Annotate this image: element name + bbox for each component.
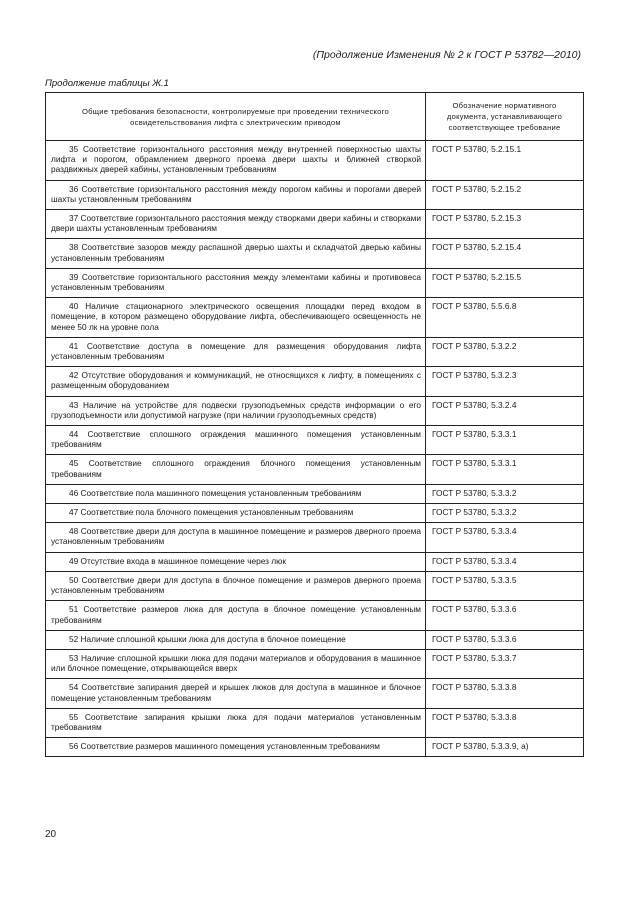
table-row	[46, 210, 584, 239]
table-row	[46, 141, 584, 181]
requirement-cell: 40 Наличие стационарного электрического освещения площадки перед входом в помещение, в котором размещено оборудование лифта, обеспечивающего освещенность не менее 50 лк на уровне пола	[46, 298, 426, 338]
requirement-cell: 46 Соответствие пола машинного помещения установленным требованиям	[46, 484, 426, 503]
requirement-cell: 56 Соответствие размеров машинного помещения установленным требованиям	[46, 738, 426, 757]
table-row	[46, 504, 584, 523]
requirement-cell: 47 Соответствие пола блочного помещения установленным требованиям	[46, 504, 426, 523]
reference-cell: ГОСТ Р 53780, 5.3.2.3	[426, 367, 584, 396]
table-row	[46, 396, 584, 425]
table-row	[46, 337, 584, 366]
requirement-cell: 48 Соответствие двери для доступа в машинное помещение и размеров дверного проема установленным требованиям	[46, 523, 426, 552]
requirement-cell: 41 Соответствие доступа в помещение для размещения оборудования лифта установленным требованиям	[46, 337, 426, 366]
reference-cell: ГОСТ Р 53780, 5.3.3.6	[426, 630, 584, 649]
table-row	[46, 268, 584, 297]
requirement-cell: 55 Соответствие запирания крышки люка для подачи материалов установленным требованиям	[46, 708, 426, 737]
table-row	[46, 298, 584, 338]
table-row	[46, 738, 584, 757]
page-number: 20	[45, 829, 57, 840]
requirements-table	[45, 92, 584, 757]
table-row	[46, 426, 584, 455]
requirement-cell: 39 Соответствие горизонтального расстояния между элементами кабины и противовеса установленным требованиям	[46, 268, 426, 297]
reference-cell: ГОСТ Р 53780, 5.3.3.1	[426, 426, 584, 455]
reference-cell: ГОСТ Р 53780, 5.3.2.2	[426, 337, 584, 366]
requirement-cell: 36 Соответствие горизонтального расстояния между порогом кабины и порогами дверей шахты установленным требованиям	[46, 180, 426, 209]
table-row	[46, 630, 584, 649]
reference-cell: ГОСТ Р 53780, 5.2.15.3	[426, 210, 584, 239]
reference-cell: ГОСТ Р 53780, 5.2.15.5	[426, 268, 584, 297]
reference-cell: ГОСТ Р 53780, 5.3.3.1	[426, 455, 584, 484]
table-row	[46, 484, 584, 503]
table-row	[46, 239, 584, 268]
requirement-cell: 54 Соответствие запирания дверей и крышек люков для доступа в машинное и блочное помещение установленным требованиям	[46, 679, 426, 708]
table-row	[46, 552, 584, 571]
table-row	[46, 523, 584, 552]
column-header-requirements: Общие требования безопасности, контролируемые при проведении технического освидетельствования лифта с электрическим приводом	[46, 93, 426, 141]
requirement-cell: 43 Наличие на устройстве для подвески грузоподъемных средств информации о его грузоподъемности или допустимой нагрузке (при наличии грузоподъемных средств)	[46, 396, 426, 425]
table-row	[46, 708, 584, 737]
reference-cell: ГОСТ Р 53780, 5.3.3.6	[426, 601, 584, 630]
requirement-cell: 52 Наличие сплошной крышки люка для доступа в блочное помещение	[46, 630, 426, 649]
requirement-cell: 49 Отсутствие входа в машинное помещение через люк	[46, 552, 426, 571]
reference-cell: ГОСТ Р 53780, 5.3.3.9, а)	[426, 738, 584, 757]
reference-cell: ГОСТ Р 53780, 5.3.3.4	[426, 552, 584, 571]
reference-cell: ГОСТ Р 53780, 5.2.15.2	[426, 180, 584, 209]
reference-cell: ГОСТ Р 53780, 5.3.3.8	[426, 708, 584, 737]
table-row	[46, 180, 584, 209]
reference-cell: ГОСТ Р 53780, 5.3.3.2	[426, 484, 584, 503]
table-row	[46, 367, 584, 396]
requirement-cell: 45 Соответствие сплошного ограждения блочного помещения установленным требованиям	[46, 455, 426, 484]
reference-cell: ГОСТ Р 53780, 5.3.3.7	[426, 649, 584, 678]
reference-cell: ГОСТ Р 53780, 5.3.3.5	[426, 571, 584, 600]
requirement-cell: 50 Соответствие двери для доступа в блочное помещение и размеров дверного проема установленным требованиям	[46, 571, 426, 600]
continuation-note: (Продолжение Изменения № 2 к ГОСТ Р 53782—2010)	[312, 49, 581, 61]
table-row	[46, 571, 584, 600]
table-header-row	[46, 93, 584, 141]
table-row	[46, 649, 584, 678]
requirement-cell: 44 Соответствие сплошного ограждения машинного помещения установленным требованиям	[46, 426, 426, 455]
table-row	[46, 679, 584, 708]
requirement-cell: 53 Наличие сплошной крышки люка для подачи материалов и оборудования в машинное или блочное помещение, открывающейся вверх	[46, 649, 426, 678]
table-row	[46, 601, 584, 630]
reference-cell: ГОСТ Р 53780, 5.3.3.8	[426, 679, 584, 708]
requirement-cell: 35 Соответствие горизонтального расстояния между внутренней поверхностью шахты лифта и порогом, обрамлением дверного проема двери шахты и ближней створкой раздвижных дверей кабины, установленным требованиям	[46, 141, 426, 181]
requirement-cell: 51 Соответствие размеров люка для доступа в блочное помещение установленным требованиям	[46, 601, 426, 630]
reference-cell: ГОСТ Р 53780, 5.2.15.4	[426, 239, 584, 268]
requirement-cell: 37 Соответствие горизонтального расстояния между створками двери кабины и створками двери шахты установленным требованиям	[46, 210, 426, 239]
reference-cell: ГОСТ Р 53780, 5.3.3.2	[426, 504, 584, 523]
column-header-reference: Обозначение нормативного документа, устанавливающего соответствующее требование	[426, 93, 584, 141]
requirement-cell: 38 Соответствие зазоров между распашной дверью шахты и складчатой дверью кабины установленным требованиям	[46, 239, 426, 268]
reference-cell: ГОСТ Р 53780, 5.3.3.4	[426, 523, 584, 552]
table-caption: Продолжение таблицы Ж.1	[45, 78, 169, 89]
requirement-cell: 42 Отсутствие оборудования и коммуникаций, не относящихся к лифту, в помещениях с размещенным оборудованием	[46, 367, 426, 396]
reference-cell: ГОСТ Р 53780, 5.3.2.4	[426, 396, 584, 425]
reference-cell: ГОСТ Р 53780, 5.2.15.1	[426, 141, 584, 181]
table-row	[46, 455, 584, 484]
reference-cell: ГОСТ Р 53780, 5.5.6.8	[426, 298, 584, 338]
